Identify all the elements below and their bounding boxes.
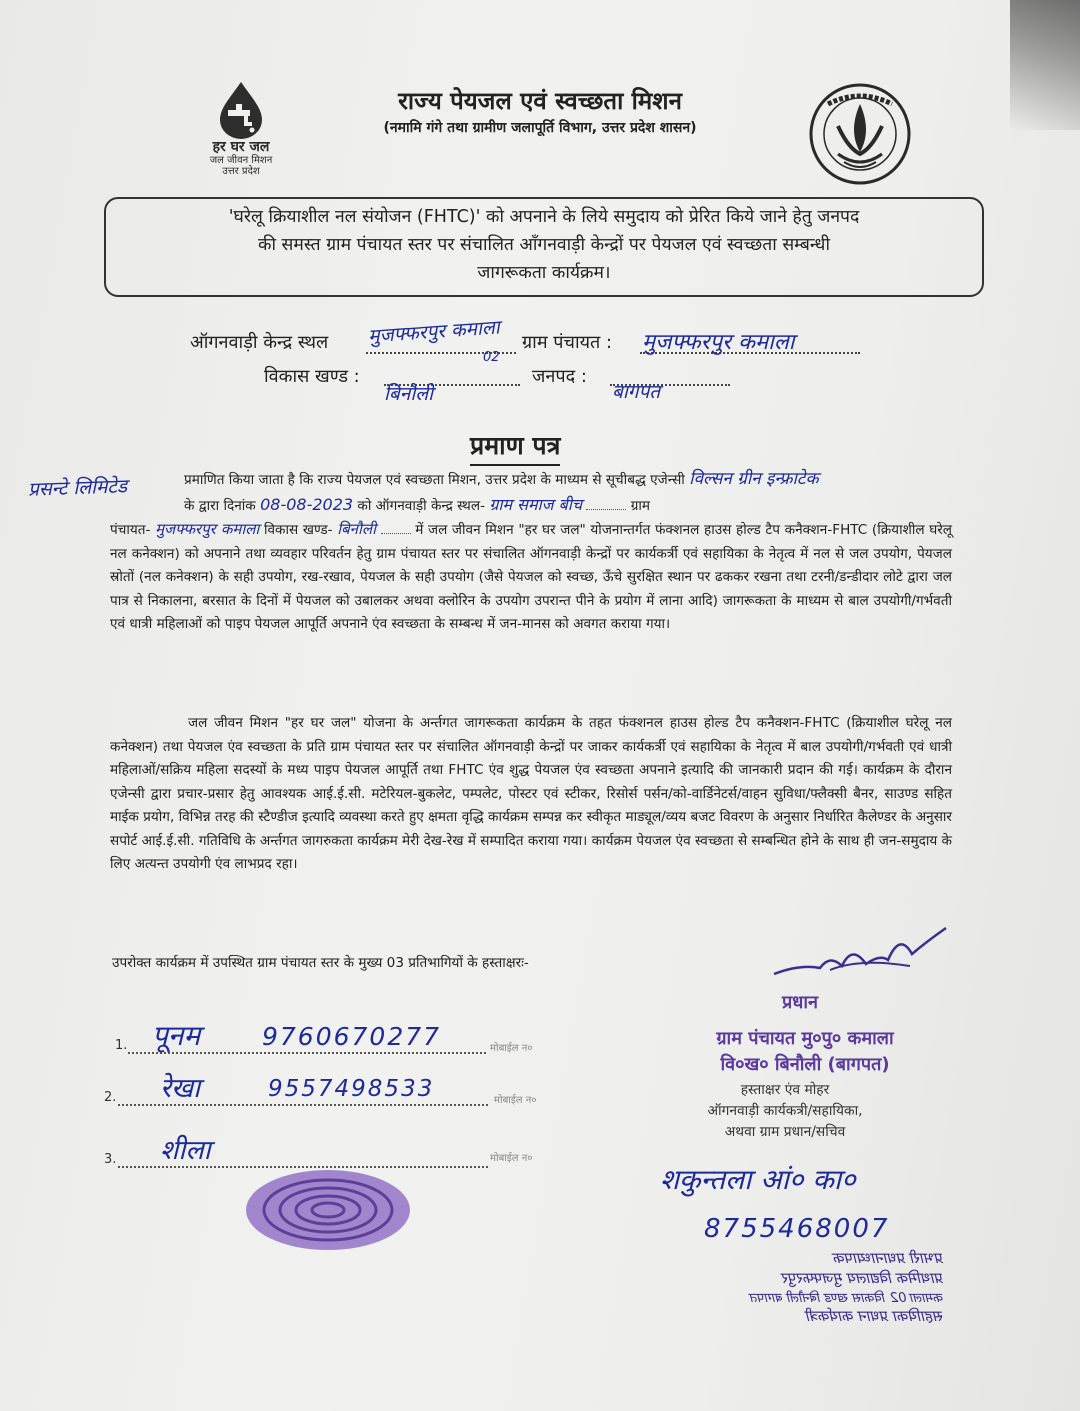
program-line-3: जागरूकता कार्यक्रम। — [477, 263, 611, 283]
signature-block-line-1: हस्ताक्षर एंव मोहर — [740, 1082, 830, 1098]
mirrored-stamp-line-1: प्रभारी प्रधानाध्यापक — [834, 1249, 944, 1267]
participant-row-3-number: 3. — [104, 1152, 117, 1167]
janpad-handwritten: बागपत — [612, 381, 661, 403]
anganwadi-label: ऑगनवाड़ी केन्द्र स्थल — [190, 332, 329, 353]
janpad-label: जनपद : — [532, 366, 587, 387]
logo-caption-up: उत्तर प्रदेश — [222, 166, 260, 177]
p1-text-a: प्रमाणित किया जाता है कि राज्य पेयजल एवं स्वच्छता मिशन, उत्तर प्रदेश के माध्यम से सूचीबद्ध एजेन्सी — [184, 472, 685, 488]
participant-row-2-number: 2. — [104, 1090, 117, 1105]
logo-caption-har-ghar-jal: हर घर जल — [212, 139, 270, 155]
participant-2-mobile: 9557498533 — [268, 1076, 435, 1102]
gram-panchayat-handwritten: मुजफ्फरपुर कमाला — [642, 330, 795, 355]
har-ghar-jal-logo — [196, 80, 286, 180]
vikas-khand-handwritten: बिनौली — [384, 383, 434, 405]
anganwadi-number-handwritten: 02 — [483, 350, 500, 365]
document-subtitle: (नमामि गंगे तथा ग्रामीण जलापूर्ति विभाग, उत्तर प्रदेश शासन) — [383, 120, 697, 136]
program-line-1: 'घरेलू क्रियाशील नल संयोजन (FHTC)' को अपनाने के लिये समुदाय को प्रेरित किये जाने हेतु जनपद — [228, 207, 860, 227]
date-handwritten: 08-08-2023 — [260, 494, 354, 514]
panchayat-handwritten: मुजफ्फरपुर कमाला — [155, 520, 260, 538]
anganwadi-signature-mobile: 8755468007 — [704, 1214, 890, 1244]
sthal-dotted-line — [586, 495, 626, 510]
anganwadi-handwritten: मुजफ्फरपुर कमाला — [367, 316, 501, 348]
thumbprint-icon — [238, 1165, 418, 1255]
signature-block — [660, 1080, 910, 1143]
participant-row-1-number: 1. — [115, 1038, 128, 1053]
participant-3-name: शीला — [160, 1135, 211, 1166]
participant-3-mobile-label: मोबाईल न० — [490, 1153, 533, 1164]
khand-handwritten: बिनौली — [337, 520, 376, 538]
p1-text-b: के द्वारा दिनांक — [184, 497, 256, 514]
program-description-box — [104, 197, 984, 297]
p1-text-c: को ऑगनवाड़ी केन्द्र स्थल- — [357, 497, 485, 514]
vikas-khand-label: विकास खण्ड : — [264, 366, 360, 387]
agency-handwritten: विल्सन ग्रीन इन्फ्राटेक — [689, 469, 819, 489]
pradhan-stamp-block: वि०ख० बिनौली (बागपत) — [720, 1054, 890, 1075]
pradhan-stamp-panchayat: ग्राम पंचायत मु०पु० कमाला — [716, 1028, 894, 1049]
participant-1-mobile-label: मोबाईल न० — [490, 1043, 533, 1054]
sthal-handwritten: ग्राम समाज बीच — [489, 494, 583, 514]
pradhan-signature-icon — [770, 924, 950, 984]
participant-2-name: रेखा — [160, 1073, 201, 1104]
p1-text-g: में जल जीवन मिशन "हर घर जल" योजनान्तर्गत फंक्शनल हाउस होल्ड टैप कनैक्शन-FHTC (क्रियाशील घरेलू नल कनेक्शन) को अपनाने तथा व्यवहार परिवर्तन हेतु ग्राम पंचायत स्तर पर संचालित ऑगनवाड़ी केन्द्रों पर कार्यकर्त्री एवं सहायिका के नेतृत्व में नल से जल उपयोग, पेयजल स्रोतों (नल कनेक्शन) के सही उपयोग, रख-रखाव, पेयजल के सही उपयोग (जैसे पेयजल को स्वच्छ, ऊँचे सुरक्षित स्थान पर ढककर रखना तथा टरनी/डन्डीदार लोटे द्वारा जल पात्र से निकालना, बरसात के दिनों में पेयजल को उबालकर अथवा क्लोरिन के उपयोग उपरान्त पीने के प्रयोग में लाना आदि) जागरूकता के माध्यम से बाल उपयोगी/गर्भवती एवं धात्री महिलाओं को पाइप पेयजल आपूर्ति अपनाने एंव स्वच्छता के सम्बन्ध में जन-मानस को अवगत कराया गया। — [110, 522, 953, 632]
certificate-paragraph-1 — [110, 468, 952, 637]
p1-text-e: पंचायत- — [110, 522, 151, 538]
signature-block-line-3: अथवा ग्राम प्रधान/सचिव — [724, 1124, 846, 1140]
khand-dotted-line — [381, 519, 411, 534]
anganwadi-signature-name: शकुन्तला आं० का० — [660, 1163, 856, 1196]
gram-panchayat-label: ग्राम पंचायत : — [522, 332, 613, 353]
certificate-heading: प्रमाण पत्र — [470, 428, 560, 466]
page-fold-shadow — [1010, 0, 1080, 130]
water-drop-tap-icon — [206, 80, 276, 140]
logo-caption-jal-jeevan: जल जीवन मिशन — [209, 155, 273, 166]
signature-block-line-2: ऑगनवाड़ी कार्यकत्री/सहायिका, — [707, 1103, 863, 1119]
p1-text-d: ग्राम — [630, 497, 651, 514]
up-government-emblem-icon — [808, 82, 912, 186]
mirrored-stamp-line-2: प्राथमिक विद्यालय मुजफ्फरपुर — [782, 1269, 944, 1287]
participant-2-mobile-label: मोबाईल न० — [494, 1095, 537, 1106]
pradhan-stamp-title: प्रधान — [782, 992, 818, 1013]
margin-note-handwritten: प्रसन्टे लिमिटेड — [27, 475, 128, 501]
mirrored-stamp-impression — [664, 1248, 944, 1326]
certificate-paragraph-2: जल जीवन मिशन "हर घर जल" योजना के अर्न्तगत जागरूकता कार्यक्रम के तहत फंक्शनल हाउस होल्ड टैप कनैक्शन-FHTC (क्रियाशील घरेलू नल कनेक्शन) तथा पेयजल एंव स्वच्छता के प्रति ग्राम पंचायत स्तर पर संचालित ऑगनवाड़ी केन्द्रों पर जाकर कार्यकर्त्री एवं सहायिका के नेतृत्व में बाल उपयोगी/गर्भवती एवं धात्री महिलाओं/सक्रिय महिला सदस्यों के मध्य पाइप पेयजल आपूर्ति तथा FHTC एंव शुद्ध पेयजल एंव स्वच्छता अपनाने इत्यादि की जानकारी प्रदान की गई। कार्यक्रम के दौरान एजेन्सी द्वारा प्रचार-प्रसार हेतु आवश्यक आई.ई.सी. मटेरियल-बुकलेट, पम्पलेट, पोस्टर एवं स्टीकर, रिसोर्स पर्सन/को-वार्डिनेटर्स/वाहन सुविधा/फ्लैक्सी बैनर, साउण्ड सहित माईक प्रयोग, विभिन्न तरह की स्टैण्डीज इत्यादि व्यवस्था करते हुए क्षमता वृद्धि कार्यक्रम सम्पन्न कर स्वीकृत माड्यूल/व्यय बजट विवरण के अनुसार निर्धारित कैलेण्डर के अनुसार सपोर्ट आई.ई.सी. गतिविधि के अर्न्तगत जागरुकता कार्यक्रम मेरी देख-रेख में सम्पादित कराया गया। कार्यक्रम पेयजल एंव स्वच्छता से सम्बन्धित होने के साथ ही जन-समुदाय के लिए अत्यन्त उपयोगी एंव लाभप्रद रहा। — [110, 715, 952, 872]
participants-intro: उपरोक्त कार्यक्रम में उपस्थित ग्राम पंचायत स्तर के मुख्य 03 प्रतिभागियों के हस्ताक्षरः- — [112, 955, 529, 971]
participant-1-mobile: 9760670277 — [262, 1022, 442, 1051]
mirrored-stamp-line-3: कमाला 02 विकास खण्ड बिनौली बागपत — [750, 1291, 944, 1306]
program-line-2: की समस्त ग्राम पंचायत स्तर पर संचालित आँगनवाड़ी केन्द्रों पर पेयजल एवं स्वच्छता सम्बन्धी — [258, 235, 830, 255]
mirrored-stamp-line-4: सहायिका प्रधान कार्यकत्री — [806, 1307, 944, 1325]
p1-text-f: विकास खण्ड- — [263, 522, 333, 538]
participant-1-name: पूनम — [152, 1019, 201, 1052]
document-title: राज्य पेयजल एवं स्वच्छता मिशन — [398, 86, 682, 115]
